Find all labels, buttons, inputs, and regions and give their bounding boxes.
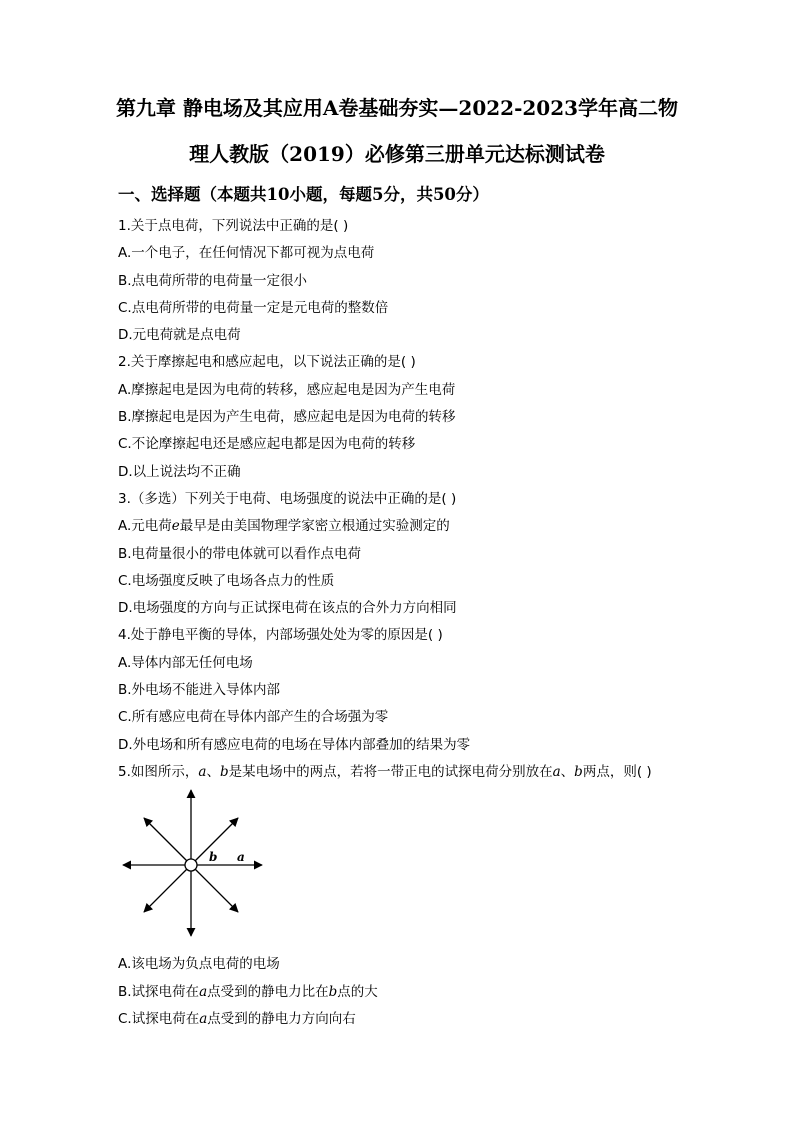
document-title-line-1: 第九章 静电场及其应用A卷基础夯实—2022-2023学年高二物 xyxy=(115,96,679,120)
document-title-line-2: 理人教版（2019）必修第三册单元达标测试卷 xyxy=(189,142,605,166)
stem-text: 是某电场中的两点，若将一带正电的试探电荷分别放在 xyxy=(228,763,553,780)
variable-a: a xyxy=(552,763,561,780)
question-4-option-c: C.所有感应电荷在导体内部产生的合场强为零 xyxy=(118,709,389,726)
stem-text: 、 xyxy=(560,763,575,780)
option-text: 最早是由美国物理学家密立根通过实验测定的 xyxy=(179,518,450,535)
field-line-down-left xyxy=(144,869,187,912)
question-3-option-b: B.电荷量很小的带电体就可以看作点电荷 xyxy=(118,545,362,562)
question-4-option-d: D.外电场和所有感应电荷的电场在导体内部叠加的结果为零 xyxy=(118,736,471,753)
variable-e: e xyxy=(171,518,180,535)
question-5-option-b xyxy=(118,979,718,1006)
question-1-option-a: A.一个电子，在任何情况下都可视为点电荷 xyxy=(118,245,375,262)
option-text: C.试探电荷在 xyxy=(118,1010,200,1027)
stem-text: 两点，则( ) xyxy=(582,763,652,780)
stem-text: 5.如图所示， xyxy=(118,763,199,780)
question-list xyxy=(118,213,718,1033)
question-5-option-a: A.该电场为负点电荷的电场 xyxy=(118,956,280,973)
variable-a: a xyxy=(199,983,208,1000)
question-2-option-d: D.以上说法均不正确 xyxy=(118,463,241,480)
variable-b: b xyxy=(574,763,583,780)
question-3-option-c: C.电场强度反映了电场各点力的性质 xyxy=(118,572,335,589)
question-5-stem xyxy=(118,759,718,786)
question-2-stem: 2.关于摩擦起电和感应起电，以下说法正确的是( ) xyxy=(118,354,416,371)
field-lines-diagram xyxy=(120,786,270,946)
option-text: B.试探电荷在 xyxy=(118,983,200,1000)
question-1-option-b: B.点电荷所带的电荷量一定很小 xyxy=(118,272,308,289)
question-1-option-c: C.点电荷所带的电荷量一定是元电荷的整数倍 xyxy=(118,299,389,316)
question-4-stem: 4.处于静电平衡的导体，内部场强处处为零的原因是( ) xyxy=(118,627,443,644)
stem-text: 、 xyxy=(206,763,220,780)
question-3-option-d: D.电场强度的方向与正试探电荷在该点的合外力方向相同 xyxy=(118,600,457,617)
point-a-label: a xyxy=(237,850,245,865)
variable-a: a xyxy=(198,763,207,780)
question-5-option-c xyxy=(118,1006,718,1033)
option-text: A.元电荷 xyxy=(118,518,172,535)
point-charge xyxy=(185,859,197,871)
question-3-stem: 3.（多选）下列关于电荷、电场强度的说法中正确的是( ) xyxy=(118,490,457,507)
variable-b: b xyxy=(328,983,338,1000)
variable-b: b xyxy=(219,763,229,780)
option-text: 点受到的静电力方向向右 xyxy=(207,1010,356,1027)
field-line-up-left xyxy=(144,818,187,861)
question-2-option-a: A.摩擦起电是因为电荷的转移，感应起电是因为产生电荷 xyxy=(118,381,456,398)
electric-field-figure xyxy=(118,786,718,951)
option-text: 点受到的静电力比在 xyxy=(207,983,329,1000)
field-line-down-right xyxy=(195,869,238,912)
question-1-option-d: D.元电荷就是点电荷 xyxy=(118,327,241,344)
variable-a: a xyxy=(199,1010,208,1027)
question-2-option-b: B.摩擦起电是因为产生电荷，感应起电是因为电荷的转移 xyxy=(118,409,456,426)
question-3-option-a xyxy=(118,513,718,540)
question-2-option-c: C.不论摩擦起电还是感应起电都是因为电荷的转移 xyxy=(118,436,416,453)
question-4-option-a: A.导体内部无任何电场 xyxy=(118,654,253,671)
question-4-option-b: B.外电场不能进入导体内部 xyxy=(118,682,281,699)
option-text: 点的大 xyxy=(337,983,378,1000)
point-b-label: b xyxy=(209,850,218,865)
section-heading: 一、选择题（本题共10小题，每题5分，共50分） xyxy=(118,185,489,204)
question-1-stem: 1.关于点电荷，下列说法中正确的是( ) xyxy=(118,218,349,234)
